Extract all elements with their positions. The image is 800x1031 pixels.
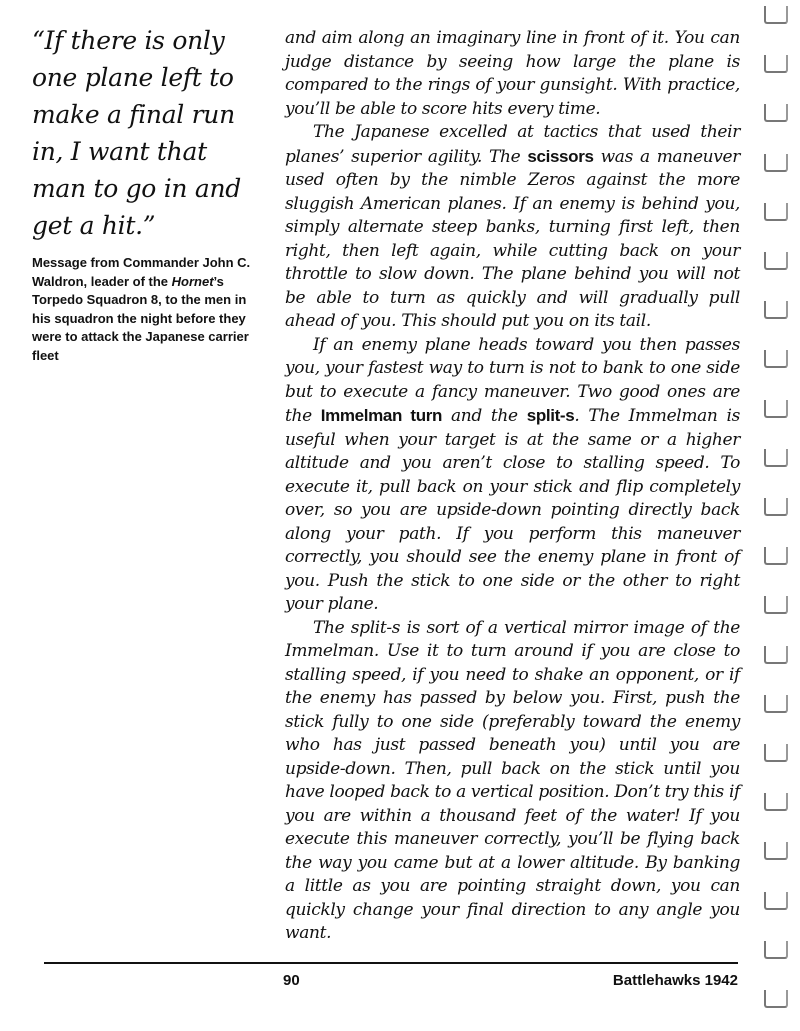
binding-hole <box>764 350 788 368</box>
binding-hole <box>764 154 788 172</box>
term-immelman-turn: Immelman turn <box>320 406 443 425</box>
binding-hole <box>764 547 788 565</box>
paragraph-immelman-text-1: If an enemy plane heads toward you then passes you, your fastest way to turn is not to bank to one side but to execute a fancy maneuver. Two good ones are the <box>285 334 740 426</box>
sidebar <box>32 22 264 365</box>
paragraph-immelman-text-3: . The Immelman is useful when your target is at the same or a higher altitude and you aren’t close to stalling speed. To execute it, pull back on your stick and flip completely over, so you are upside-down pointing directly back along your path. If you perform this maneuver correctly, you should see the enemy plane in front of you. Push the stick to one side or the other to right your plane. <box>285 406 740 614</box>
attribution-text-end: ’s Torpedo Squadron 8, to the men in his squadron the night before they were to attack the Japanese carrier fleet <box>32 273 249 363</box>
binding-hole <box>764 990 788 1008</box>
paragraph-gunsight: and aim along an imaginary line in front of it. You can judge distance by seeing how large the plane is compared to the rings of your gunsight. With practice, you’ll be able to score hits every time. <box>285 28 740 119</box>
binding-hole <box>764 498 788 516</box>
attribution-text-start: Message from Commander John C. Waldron, leader of the <box>32 255 251 289</box>
spiral-binding <box>764 0 788 1031</box>
binding-hole <box>764 596 788 614</box>
footer-rule <box>44 962 738 964</box>
attribution-ship-name: Hornet <box>171 273 214 289</box>
paragraph-immelman <box>285 334 740 617</box>
binding-hole <box>764 646 788 664</box>
binding-hole <box>764 695 788 713</box>
paragraph-immelman-text-2: and the <box>442 406 527 426</box>
binding-hole <box>764 400 788 418</box>
binding-hole <box>764 6 788 24</box>
binding-hole <box>764 892 788 910</box>
term-scissors: scissors <box>527 146 594 166</box>
binding-hole <box>764 793 788 811</box>
binding-hole <box>764 449 788 467</box>
paragraph-scissors <box>285 121 740 334</box>
paragraph-scissors-text-2: was a maneuver used often by the nimble Zeros against the more sluggish American planes. If an enemy is behind you, simply alternate steep banks, turning first left, then right, then left again, while cutting back on your throttle to slow down. The plane behind you will not be able to turn as quickly and will gradually pull ahead of you. This should put you on its tail. <box>285 146 740 331</box>
paragraph-scissors-text-1: The Japanese excelled at tactics that used their planes’ superior agility. The <box>285 122 740 167</box>
binding-hole <box>764 55 788 73</box>
running-title: Battlehawks 1942 <box>612 972 738 989</box>
term-split-s: split-s <box>526 406 575 425</box>
pull-quote: “If there is only one plane left to make a final run in, I want that man to go in and get a hit.” <box>32 26 241 240</box>
paragraph-split-s: The split-s is sort of a vertical mirror image of the Immelman. Use it to turn around if you are close to stalling speed, if you need to shake an opponent, or if the enemy has passed by below you. First, push the stick fully to one side (preferably toward the enemy who has just passed beneath you) until you are upside-down. Then, pull back on the stick until you have looped back to a vertical position. Don’t try this if you are within a thousand feet of the water! If you execute this maneuver correctly, you’ll be flying back the way you came but at a lower altitude. By banking a little as you are pointing straight down, you can quickly change your final direction to any angle you want. <box>285 617 740 943</box>
binding-hole <box>764 104 788 122</box>
main-text <box>285 27 740 946</box>
quote-attribution <box>32 254 264 365</box>
binding-hole <box>764 842 788 860</box>
binding-hole <box>764 941 788 959</box>
page-number: 90 <box>283 972 300 989</box>
binding-hole <box>764 744 788 762</box>
binding-hole <box>764 203 788 221</box>
binding-hole <box>764 301 788 319</box>
binding-hole <box>764 252 788 270</box>
